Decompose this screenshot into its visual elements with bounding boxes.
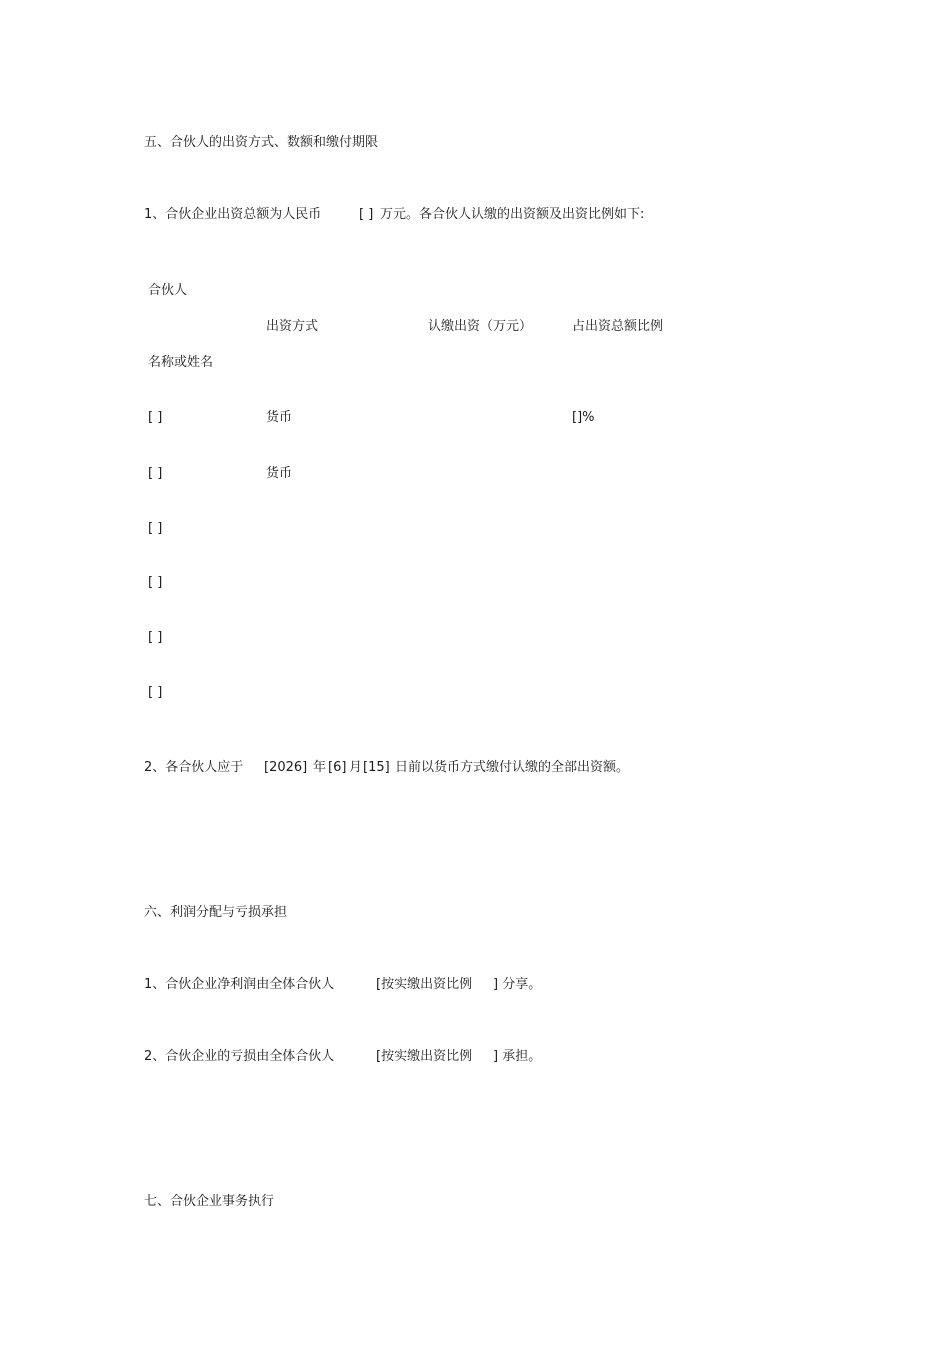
clause-5-1-suffix: 万元。各合伙人认缴的出资额及出资比例如下: — [380, 207, 645, 222]
clause-5-2-prefix: 2、各合伙人应于 — [144, 760, 244, 775]
header-ratio: 占出资总额比例 — [572, 319, 664, 334]
clause-6-2-prefix: 2、合伙企业的亏损由全体合伙人 — [144, 1049, 335, 1064]
clause-5-2-month: [6] — [328, 760, 347, 775]
header-partner-line2: 名称或姓名 — [148, 355, 214, 370]
section-7-heading: 七、合伙企业事务执行 — [144, 1194, 275, 1209]
row-partner: [ ] — [148, 575, 163, 590]
header-method: 出资方式 — [266, 319, 319, 334]
header-partner-line1: 合伙人 — [148, 283, 188, 298]
clause-5-2-year-unit: 年 — [313, 760, 327, 775]
clause-5-2-day: [15] — [363, 760, 390, 775]
clause-5-1-blank: [ ] — [359, 207, 374, 222]
row-partner: [ ] — [148, 630, 163, 645]
section-6-heading: 六、利润分配与亏损承担 — [144, 905, 288, 920]
row-partner: [ ] — [148, 410, 163, 425]
row-partner: [ ] — [148, 466, 163, 481]
row-method: 货币 — [266, 410, 293, 425]
section-5-heading: 五、合伙人的出资方式、数额和缴付期限 — [144, 135, 379, 150]
clause-6-2-suffix: ] 承担。 — [493, 1049, 542, 1064]
clause-5-1-prefix: 1、合伙企业出资总额为人民币 — [144, 207, 322, 222]
row-method: 货币 — [266, 466, 293, 481]
clause-5-2-month-unit: 月 — [349, 760, 363, 775]
clause-6-2-blank: [按实缴出资比例 — [376, 1049, 473, 1064]
clause-5-2-suffix: 日前以货币方式缴付认缴的全部出资额。 — [395, 760, 630, 775]
row-partner: [ ] — [148, 685, 163, 700]
row-ratio: []% — [572, 410, 595, 425]
clause-6-1-suffix: ] 分享。 — [493, 977, 542, 992]
clause-6-1-prefix: 1、合伙企业净利润由全体合伙人 — [144, 977, 335, 992]
row-partner: [ ] — [148, 521, 163, 536]
clause-5-2-year: [2026] — [264, 760, 308, 775]
header-amount: 认缴出资（万元） — [428, 319, 533, 334]
clause-6-1-blank: [按实缴出资比例 — [376, 977, 473, 992]
